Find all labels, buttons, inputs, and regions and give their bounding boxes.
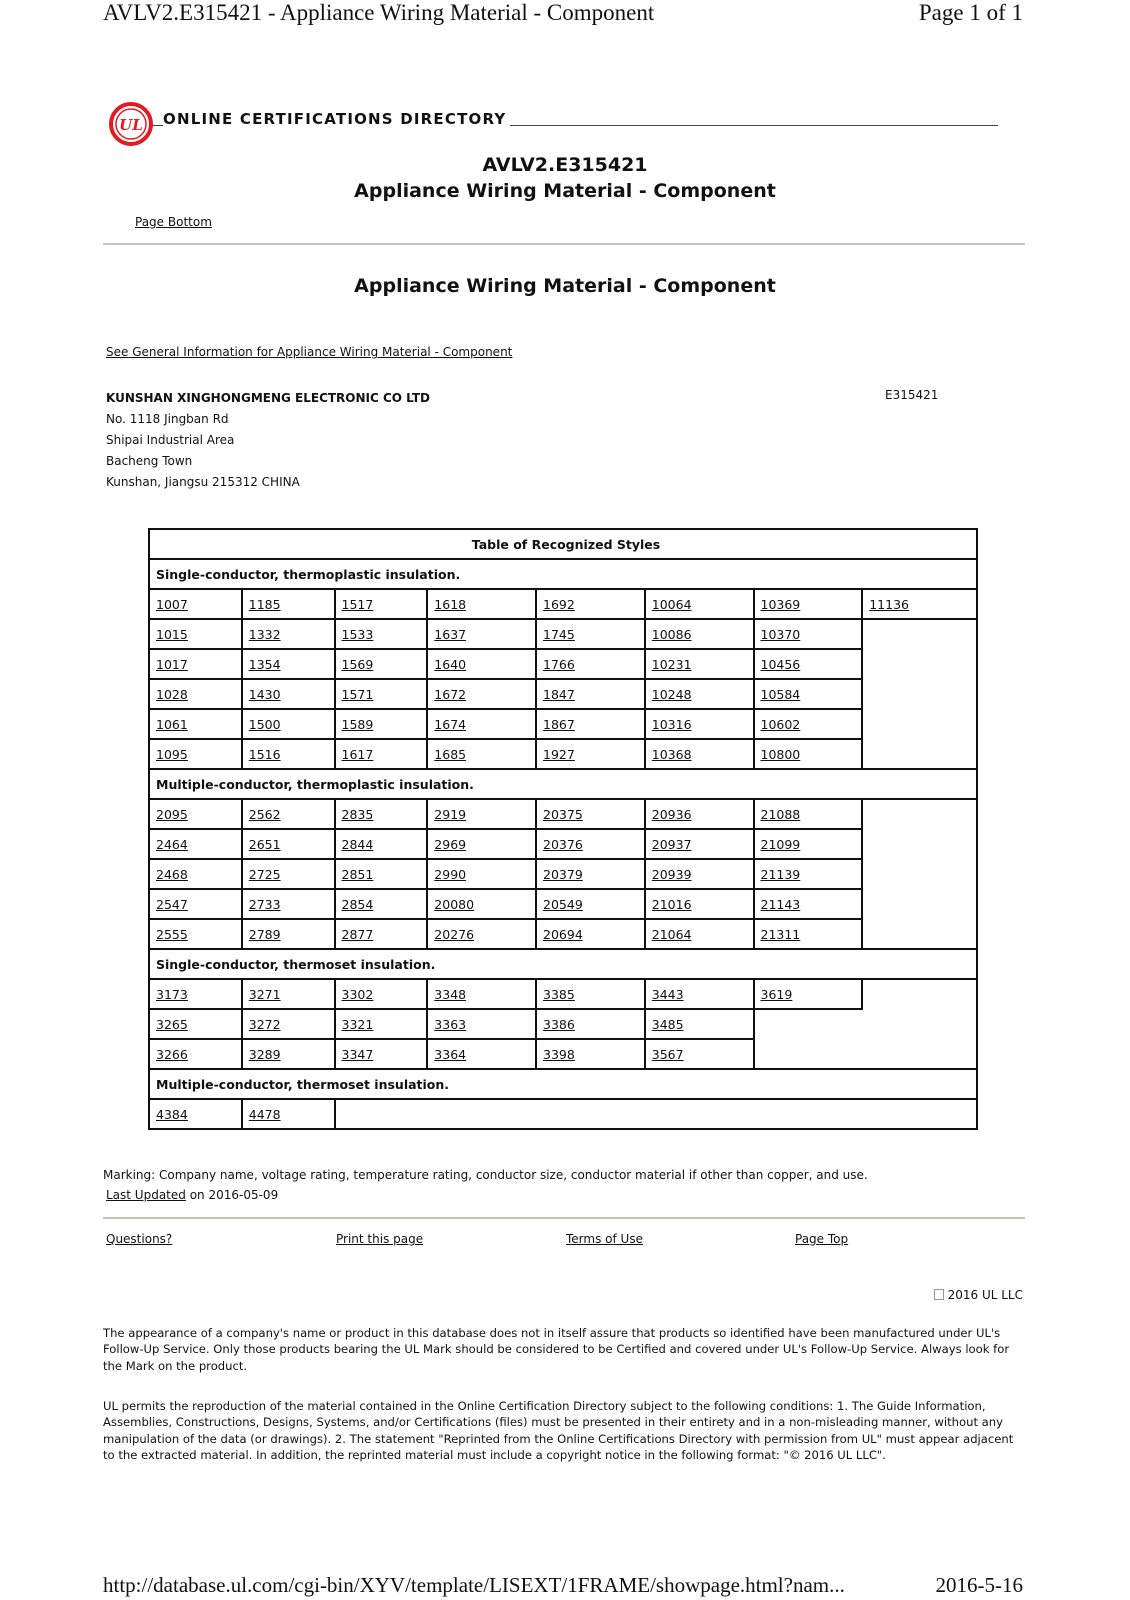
table-title: Table of Recognized Styles xyxy=(149,529,977,559)
ul-logo xyxy=(108,100,158,150)
style-link[interactable]: 2990 xyxy=(434,866,467,882)
style-cell xyxy=(335,709,428,739)
style-cell xyxy=(754,889,863,919)
style-cell xyxy=(427,799,536,829)
address-line: Kunshan, Jiangsu 215312 CHINA xyxy=(106,475,300,489)
style-cell xyxy=(335,1009,428,1039)
print-page-link[interactable]: Print this page xyxy=(336,1232,424,1246)
style-link[interactable]: 3302 xyxy=(341,986,374,1002)
style-cell xyxy=(335,589,428,619)
address-line: Bacheng Town xyxy=(106,454,193,468)
style-cell xyxy=(242,739,335,769)
category-row xyxy=(149,559,977,589)
style-link[interactable]: 2733 xyxy=(248,896,281,912)
style-row xyxy=(149,679,977,709)
style-link[interactable]: 3363 xyxy=(434,1016,467,1032)
style-link[interactable]: 2969 xyxy=(434,836,467,852)
empty-cell xyxy=(536,1099,645,1129)
style-link[interactable]: 20080 xyxy=(434,896,475,912)
style-link[interactable]: 1500 xyxy=(248,716,281,732)
category-heading: Single-conductor, thermoset insulation. xyxy=(149,949,977,979)
style-row xyxy=(149,619,977,649)
style-cell xyxy=(645,1039,754,1069)
print-footer-date: 2016-5-16 xyxy=(935,1573,1023,1597)
style-link[interactable]: 20276 xyxy=(434,926,475,942)
style-cell xyxy=(536,679,645,709)
style-link[interactable]: 1517 xyxy=(341,596,374,612)
print-footer-url: http://database.ul.com/cgi-bin/XYV/template/LISEXT/1FRAME/showpage.html?nam... xyxy=(103,1573,845,1597)
style-cell xyxy=(536,829,645,859)
style-row xyxy=(149,799,977,829)
style-cell xyxy=(242,619,335,649)
style-cell xyxy=(427,919,536,949)
style-link[interactable]: 2844 xyxy=(341,836,374,852)
style-cell xyxy=(335,979,428,1009)
style-cell xyxy=(645,829,754,859)
style-link[interactable]: 21099 xyxy=(760,836,801,852)
copyright-text: 2016 UL LLC xyxy=(947,1288,1023,1302)
style-cell xyxy=(149,619,242,649)
style-cell xyxy=(242,1039,335,1069)
document-title: Appliance Wiring Material - Component xyxy=(354,180,776,202)
style-link[interactable]: 10584 xyxy=(760,686,801,702)
style-cell xyxy=(149,919,242,949)
style-link[interactable]: 1015 xyxy=(156,626,188,642)
style-row xyxy=(149,859,977,889)
style-link[interactable]: 10231 xyxy=(651,656,692,672)
style-link[interactable]: 21088 xyxy=(760,806,801,822)
style-cell xyxy=(645,979,754,1009)
style-cell xyxy=(335,1039,428,1069)
style-link[interactable]: 20937 xyxy=(651,836,692,852)
style-cell xyxy=(645,889,754,919)
style-cell xyxy=(242,1009,335,1039)
style-link[interactable]: 10800 xyxy=(760,746,801,762)
style-cell xyxy=(536,799,645,829)
style-link[interactable]: 3289 xyxy=(248,1046,281,1062)
style-cell xyxy=(242,1099,335,1129)
style-cell xyxy=(754,649,863,679)
style-link[interactable]: 1569 xyxy=(341,656,374,672)
category-row xyxy=(149,949,977,979)
empty-cell xyxy=(645,1099,754,1129)
empty-cell xyxy=(862,859,977,889)
style-cell xyxy=(242,919,335,949)
style-link[interactable]: 2877 xyxy=(341,926,374,942)
style-cell xyxy=(149,799,242,829)
style-row xyxy=(149,1009,977,1039)
style-cell xyxy=(242,889,335,919)
style-cell xyxy=(754,799,863,829)
style-cell xyxy=(645,709,754,739)
style-row xyxy=(149,739,977,769)
style-cell xyxy=(335,919,428,949)
style-cell xyxy=(242,649,335,679)
style-link[interactable]: 2464 xyxy=(156,836,188,852)
style-link[interactable]: 3347 xyxy=(341,1046,374,1062)
table-title-row xyxy=(149,529,977,559)
style-link[interactable]: 2854 xyxy=(341,896,374,912)
style-cell xyxy=(335,829,428,859)
general-information-link[interactable]: See General Information for Appliance Wiring Material - Component xyxy=(106,345,513,359)
directory-title: ONLINE CERTIFICATIONS DIRECTORY xyxy=(163,110,510,128)
style-link[interactable]: 10248 xyxy=(651,686,692,702)
style-cell xyxy=(536,979,645,1009)
company-block xyxy=(106,388,430,493)
empty-cell xyxy=(862,919,977,949)
style-cell xyxy=(149,589,242,619)
style-link[interactable]: 1354 xyxy=(248,656,281,672)
style-cell xyxy=(335,649,428,679)
style-link[interactable]: 1571 xyxy=(341,686,374,702)
style-cell xyxy=(536,919,645,949)
style-cell xyxy=(536,589,645,619)
style-cell xyxy=(536,619,645,649)
style-cell xyxy=(645,1009,754,1039)
style-link[interactable]: 1685 xyxy=(434,746,467,762)
style-link[interactable]: 1095 xyxy=(156,746,188,762)
style-cell xyxy=(645,649,754,679)
style-cell xyxy=(335,739,428,769)
style-cell xyxy=(754,919,863,949)
style-cell xyxy=(754,709,863,739)
style-link[interactable]: 10370 xyxy=(760,626,801,642)
style-cell xyxy=(754,589,863,619)
style-cell xyxy=(536,649,645,679)
style-link[interactable]: 3443 xyxy=(651,986,684,1002)
style-link[interactable]: 3567 xyxy=(651,1046,684,1062)
page-top-link[interactable]: Page Top xyxy=(795,1232,849,1246)
style-link[interactable]: 10456 xyxy=(760,656,801,672)
style-cell xyxy=(335,889,428,919)
style-cell xyxy=(149,1009,242,1039)
style-cell xyxy=(645,619,754,649)
print-header-page-number: Page 1 of 1 xyxy=(918,0,1023,25)
style-link[interactable]: 3348 xyxy=(434,986,467,1002)
style-cell xyxy=(645,739,754,769)
category-heading: Multiple-conductor, thermoplastic insulation. xyxy=(149,769,977,799)
style-link[interactable]: 2095 xyxy=(156,806,188,822)
directory-header xyxy=(108,100,998,150)
style-link[interactable]: 11136 xyxy=(869,596,909,612)
style-cell xyxy=(536,859,645,889)
style-link[interactable]: 1745 xyxy=(543,626,575,642)
style-link[interactable]: 1017 xyxy=(156,656,188,672)
file-number: E315421 xyxy=(885,388,939,402)
style-link[interactable]: 1674 xyxy=(434,716,467,732)
style-link[interactable]: 10086 xyxy=(651,626,692,642)
style-link[interactable]: 20549 xyxy=(543,896,583,912)
style-link[interactable]: 1618 xyxy=(434,596,467,612)
style-cell xyxy=(645,859,754,889)
style-cell xyxy=(427,619,536,649)
empty-cell xyxy=(427,1099,536,1129)
divider xyxy=(103,243,1025,245)
style-cell xyxy=(149,889,242,919)
style-link[interactable]: 3619 xyxy=(760,986,793,1002)
category-row xyxy=(149,769,977,799)
empty-cell xyxy=(862,679,977,709)
style-cell xyxy=(427,889,536,919)
style-cell xyxy=(427,589,536,619)
style-link[interactable]: 21311 xyxy=(760,926,801,942)
style-cell xyxy=(754,619,863,649)
section-title: Appliance Wiring Material - Component xyxy=(354,275,776,297)
style-cell xyxy=(242,859,335,889)
style-link[interactable]: 3271 xyxy=(248,986,281,1002)
style-link[interactable]: 2835 xyxy=(341,806,374,822)
style-link[interactable]: 21139 xyxy=(760,866,801,882)
style-link[interactable]: 10316 xyxy=(651,716,692,732)
style-link[interactable]: 3321 xyxy=(341,1016,374,1032)
style-link[interactable]: 20694 xyxy=(543,926,583,942)
empty-cell xyxy=(754,1099,863,1129)
style-cell xyxy=(242,799,335,829)
terms-of-use-link[interactable]: Terms of Use xyxy=(566,1232,643,1246)
style-cell xyxy=(427,739,536,769)
style-link[interactable]: 2919 xyxy=(434,806,467,822)
style-cell xyxy=(149,1039,242,1069)
print-header-title: AVLV2.E315421 - Appliance Wiring Material - Component xyxy=(103,0,655,25)
style-row xyxy=(149,589,977,619)
style-cell xyxy=(242,679,335,709)
style-cell xyxy=(536,709,645,739)
style-link[interactable]: 10602 xyxy=(760,716,801,732)
style-link[interactable]: 21016 xyxy=(651,896,692,912)
document-code: AVLV2.E315421 xyxy=(482,154,648,176)
style-row xyxy=(149,709,977,739)
style-link[interactable]: 20379 xyxy=(543,866,583,882)
style-link[interactable]: 1332 xyxy=(248,626,281,642)
empty-cell xyxy=(754,1009,863,1039)
style-link[interactable]: 3485 xyxy=(651,1016,684,1032)
style-link[interactable]: 3272 xyxy=(248,1016,281,1032)
style-link[interactable]: 3173 xyxy=(156,986,188,1002)
style-row xyxy=(149,889,977,919)
style-cell xyxy=(754,679,863,709)
style-cell xyxy=(242,829,335,859)
style-link[interactable]: 1185 xyxy=(248,596,281,612)
style-cell xyxy=(242,709,335,739)
style-link[interactable]: 3386 xyxy=(543,1016,575,1032)
style-link[interactable]: 3364 xyxy=(434,1046,467,1062)
empty-cell xyxy=(862,649,977,679)
empty-cell xyxy=(862,1099,977,1129)
style-link[interactable]: 1847 xyxy=(543,686,575,702)
style-link[interactable]: 2725 xyxy=(248,866,281,882)
marking-text: Marking: Company name, voltage rating, temperature rating, conductor size, conductor material if other than copper, and use. xyxy=(103,1168,868,1182)
style-link[interactable]: 1692 xyxy=(543,596,575,612)
style-link[interactable]: 1007 xyxy=(156,596,188,612)
style-cell xyxy=(242,589,335,619)
ul-logo-mark: UL xyxy=(119,116,143,134)
style-link[interactable]: 3266 xyxy=(156,1046,188,1062)
style-cell xyxy=(754,829,863,859)
style-cell xyxy=(427,1009,536,1039)
style-cell xyxy=(536,889,645,919)
style-link[interactable]: 1867 xyxy=(543,716,575,732)
style-link[interactable]: 1640 xyxy=(434,656,467,672)
style-cell xyxy=(645,589,754,619)
style-link[interactable]: 1533 xyxy=(341,626,374,642)
empty-cell xyxy=(862,1009,977,1039)
empty-cell xyxy=(862,889,977,919)
style-link[interactable]: 1617 xyxy=(341,746,374,762)
style-cell xyxy=(536,1039,645,1069)
style-cell xyxy=(149,1099,242,1129)
style-link[interactable]: 10064 xyxy=(651,596,692,612)
style-cell xyxy=(862,589,977,619)
style-cell xyxy=(645,679,754,709)
style-link[interactable]: 20376 xyxy=(543,836,583,852)
style-link[interactable]: 2851 xyxy=(341,866,374,882)
style-link[interactable]: 1766 xyxy=(543,656,575,672)
empty-cell xyxy=(862,619,977,649)
style-cell xyxy=(536,739,645,769)
divider xyxy=(103,1217,1025,1219)
style-cell xyxy=(427,979,536,1009)
style-cell xyxy=(149,679,242,709)
category-heading: Single-conductor, thermoplastic insulation. xyxy=(149,559,977,589)
last-updated-link[interactable]: Last Updated xyxy=(106,1188,186,1202)
style-cell xyxy=(427,1039,536,1069)
style-cell xyxy=(242,979,335,1009)
style-link[interactable]: 1028 xyxy=(156,686,188,702)
style-cell xyxy=(335,859,428,889)
style-link[interactable]: 20939 xyxy=(651,866,692,882)
style-cell xyxy=(754,859,863,889)
style-row xyxy=(149,1099,977,1129)
empty-cell xyxy=(862,829,977,859)
style-cell xyxy=(149,829,242,859)
empty-cell xyxy=(862,799,977,829)
style-link[interactable]: 2468 xyxy=(156,866,188,882)
style-link[interactable]: 20936 xyxy=(651,806,692,822)
empty-cell xyxy=(862,739,977,769)
style-link[interactable]: 21143 xyxy=(760,896,801,912)
style-row xyxy=(149,649,977,679)
style-cell xyxy=(335,679,428,709)
style-link[interactable]: 1516 xyxy=(248,746,281,762)
style-link[interactable]: 2789 xyxy=(248,926,281,942)
style-cell xyxy=(149,859,242,889)
style-link[interactable]: 1672 xyxy=(434,686,467,702)
address-line: Shipai Industrial Area xyxy=(106,433,235,447)
style-link[interactable]: 10369 xyxy=(760,596,801,612)
style-cell xyxy=(335,619,428,649)
style-link[interactable]: 1061 xyxy=(156,716,188,732)
category-heading: Multiple-conductor, thermoset insulation. xyxy=(149,1069,977,1099)
style-cell xyxy=(149,709,242,739)
style-link[interactable]: 1637 xyxy=(434,626,467,642)
style-cell xyxy=(754,979,863,1009)
style-link[interactable]: 4478 xyxy=(248,1106,281,1122)
style-link[interactable]: 10368 xyxy=(651,746,692,762)
style-cell xyxy=(754,739,863,769)
copyright-symbol-icon xyxy=(934,1289,944,1300)
style-row xyxy=(149,919,977,949)
disclaimer-paragraph: The appearance of a company's name or product in this database does not in itself assure that products so identified have been manufactured under UL's Follow-Up Service. Only those products bearing the UL Mark should be considered to be Certified and covered under UL's Follow-Up Service. Always look for the Mark on the product. xyxy=(103,1326,1010,1373)
style-link[interactable]: 2555 xyxy=(156,926,188,942)
recognized-styles-table xyxy=(148,528,978,1130)
style-link[interactable]: 21064 xyxy=(651,926,692,942)
style-link[interactable]: 1430 xyxy=(248,686,281,702)
style-link[interactable]: 4384 xyxy=(156,1106,188,1122)
style-link[interactable]: 2562 xyxy=(248,806,281,822)
style-link[interactable]: 3398 xyxy=(543,1046,575,1062)
style-link[interactable]: 3265 xyxy=(156,1016,188,1032)
empty-cell xyxy=(754,1039,863,1069)
style-link[interactable]: 20375 xyxy=(543,806,583,822)
style-cell xyxy=(645,799,754,829)
style-cell xyxy=(645,919,754,949)
style-link[interactable]: 3385 xyxy=(543,986,575,1002)
style-cell xyxy=(149,739,242,769)
style-link[interactable]: 2651 xyxy=(248,836,281,852)
page-bottom-link[interactable]: Page Bottom xyxy=(135,215,212,229)
style-row xyxy=(149,979,977,1009)
style-link[interactable]: 1927 xyxy=(543,746,575,762)
style-cell xyxy=(427,859,536,889)
company-name: KUNSHAN XINGHONGMENG ELECTRONIC CO LTD xyxy=(106,391,430,405)
empty-cell xyxy=(862,1039,977,1069)
style-cell xyxy=(335,799,428,829)
address-line: No. 1118 Jingban Rd xyxy=(106,412,229,426)
copyright xyxy=(934,1288,1023,1302)
style-row xyxy=(149,829,977,859)
category-row xyxy=(149,1069,977,1099)
reproduction-terms-paragraph: UL permits the reproduction of the material contained in the Online Certification Directory subject to the following conditions: 1. The Guide Information, Assemblies, Constructions, Designs, Systems, and/or Certifications (files) must be presented in their entirety and in a non-misleading manner, without any manipulation of the data (or drawings). 2. The statement "Reprinted from the Online Certifications Directory with permission from UL" must appear adjacent to the extracted material. In addition, the reprinted material must include a copyright notice in the following format: "© 2016 UL LLC". xyxy=(103,1399,1014,1462)
empty-cell xyxy=(862,709,977,739)
style-cell xyxy=(427,829,536,859)
empty-cell xyxy=(862,979,977,1009)
last-updated xyxy=(106,1188,278,1202)
questions-link[interactable]: Questions? xyxy=(106,1232,173,1246)
last-updated-date: on 2016-05-09 xyxy=(185,1188,279,1202)
style-cell xyxy=(427,709,536,739)
empty-cell xyxy=(335,1099,428,1129)
style-cell xyxy=(149,649,242,679)
style-link[interactable]: 1589 xyxy=(341,716,374,732)
style-cell xyxy=(427,649,536,679)
style-cell xyxy=(427,679,536,709)
style-cell xyxy=(536,1009,645,1039)
style-cell xyxy=(149,979,242,1009)
style-row xyxy=(149,1039,977,1069)
style-link[interactable]: 2547 xyxy=(156,896,188,912)
